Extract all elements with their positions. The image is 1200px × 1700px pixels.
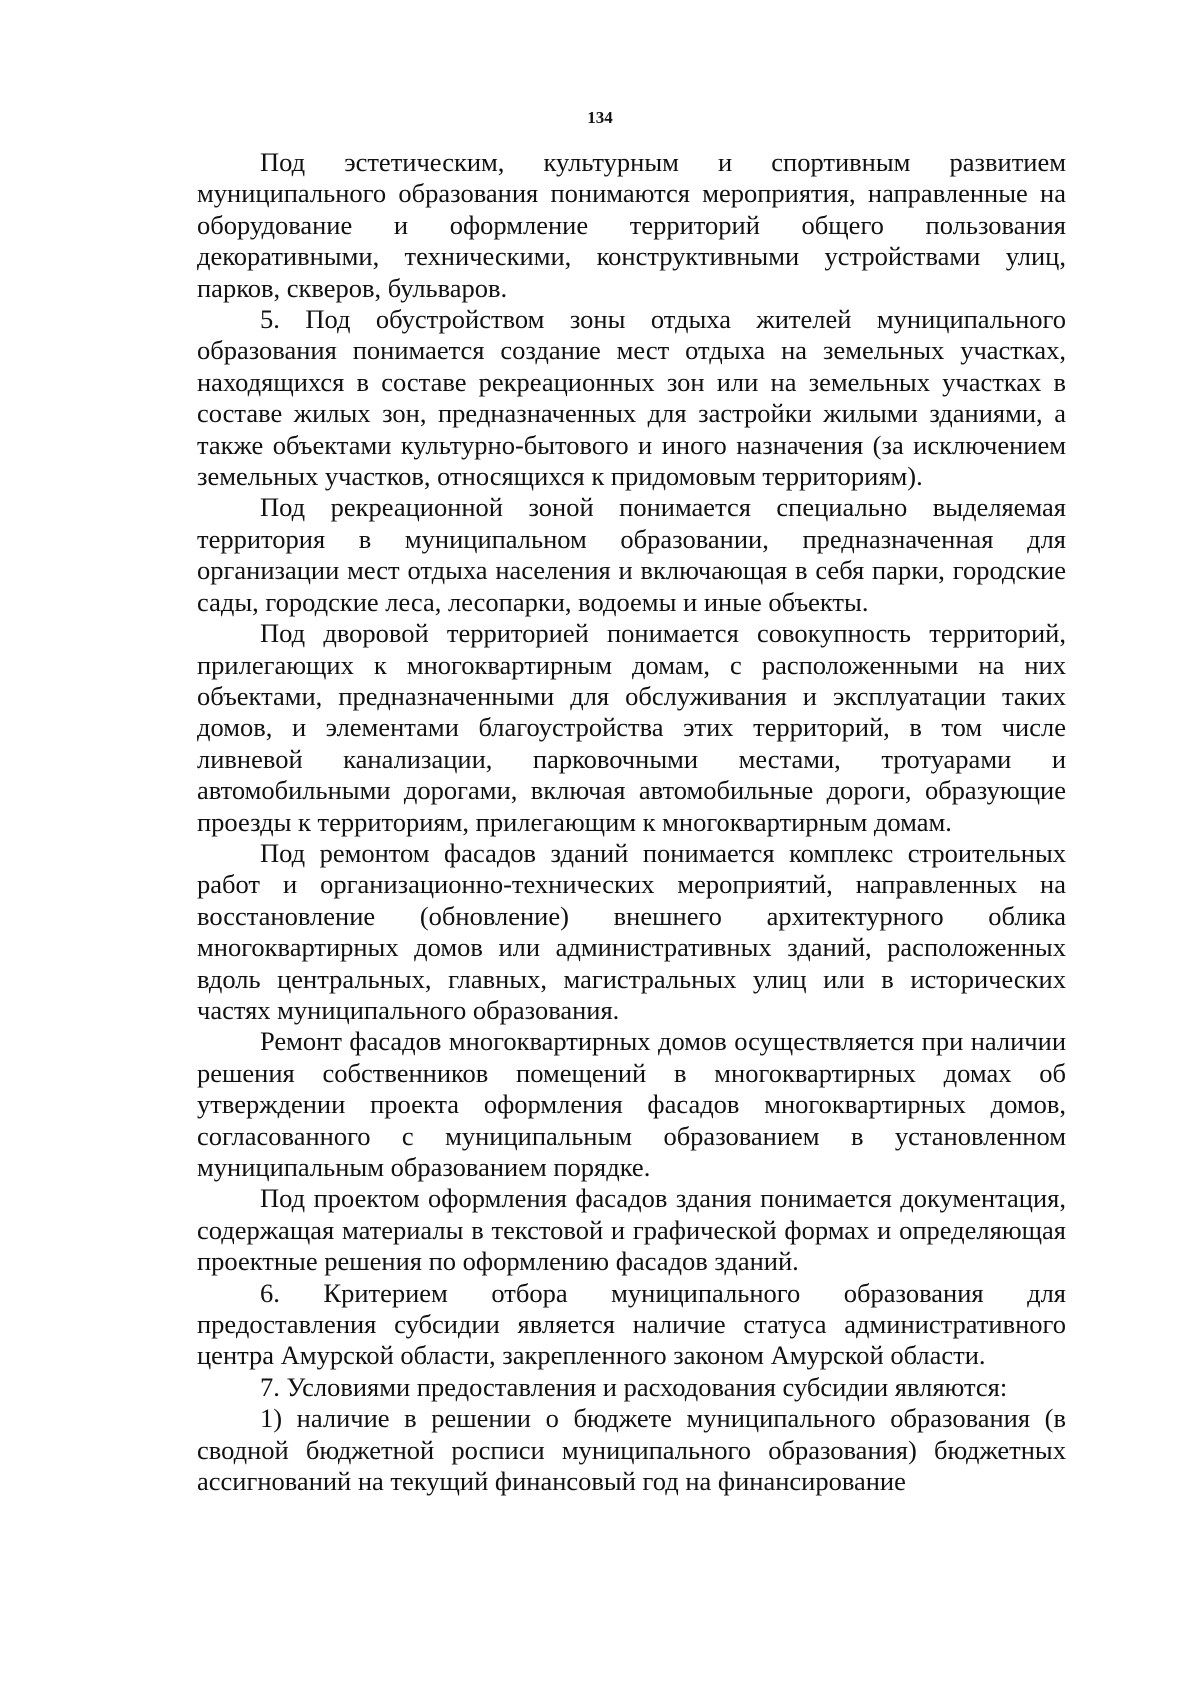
paragraph-facade-repair: Под ремонтом фасадов зданий понимается комплекс строительных работ и организационно-технических мероприятий, направленных на восстановление (обновление) внешнего архитектурного облика многоквартирных домов или административных зданий, расположенных вдоль центральных, главных, магистральных улиц или в исторических частях муниципального образования. bbox=[197, 837, 1066, 1025]
paragraph-aesthetic-development: Под эстетическим, культурным и спортивным развитием муниципального образования понимаются мероприятия, направленные на оборудование и оформление территорий общего пользования декоративными, техническими, конструктивными устройствами улиц, парков, скверов, бульваров. bbox=[197, 147, 1066, 303]
paragraph-facade-design-project: Под проектом оформления фасадов здания понимается документация, содержащая материалы в текстовой и графической формах и определяющая проектные решения по оформлению фасадов зданий. bbox=[197, 1183, 1066, 1277]
page-number: 134 bbox=[587, 108, 613, 127]
paragraph-subitem-1-budget: 1) наличие в решении о бюджете муниципального образования (в сводной бюджетной росписи муниципального образования) бюджетных ассигнований на текущий финансовый год на финансирование bbox=[197, 1403, 1066, 1497]
paragraph-item-5-recreation-area: 5. Под обустройством зоны отдыха жителей муниципального образования понимается создание мест отдыха на земельных участках, находящихся в составе рекреационных зон или на земельных участках в составе жилых зон, предназначенных для застройки жилыми зданиями, а также объектами культурно-бытового и иного назначения (за исключением земельных участков, относящихся к придомовым территориям). bbox=[197, 304, 1066, 492]
paragraph-item-7-conditions: 7. Условиями предоставления и расходования субсидии являются: bbox=[260, 1371, 1008, 1402]
document-body bbox=[197, 147, 1066, 1497]
paragraph-courtyard-territory: Под дворовой территорией понимается совокупность территорий, прилегающих к многоквартирным домам, с расположенными на них объектами, предназначенными для обслуживания и эксплуатации таких домов, и элементами благоустройства этих территорий, в том числе ливневой канализации, парковочными местами, тротуарами и автомобильными дорогами, включая автомобильные дороги, образующие проезды к территориям, прилегающим к многоквартирным домам. bbox=[197, 618, 1066, 837]
paragraph-item-6-selection-criterion: 6. Критерием отбора муниципального образования для предоставления субсидии является наличие статуса административного центра Амурской области, закрепленного законом Амурской области. bbox=[197, 1277, 1066, 1371]
paragraph-facade-repair-conditions: Ремонт фасадов многоквартирных домов осуществляется при наличии решения собственников помещений в многоквартирных домах об утверждении проекта оформления фасадов многоквартирных домов, согласованного с муниципальным образованием в установленном муниципальным образованием порядке. bbox=[197, 1026, 1066, 1182]
paragraph-recreational-zone: Под рекреационной зоной понимается специально выделяемая территория в муниципальном образовании, предназначенная для организации мест отдыха населения и включающая в себя парки, городские сады, городские леса, лесопарки, водоемы и иные объекты. bbox=[197, 492, 1066, 617]
